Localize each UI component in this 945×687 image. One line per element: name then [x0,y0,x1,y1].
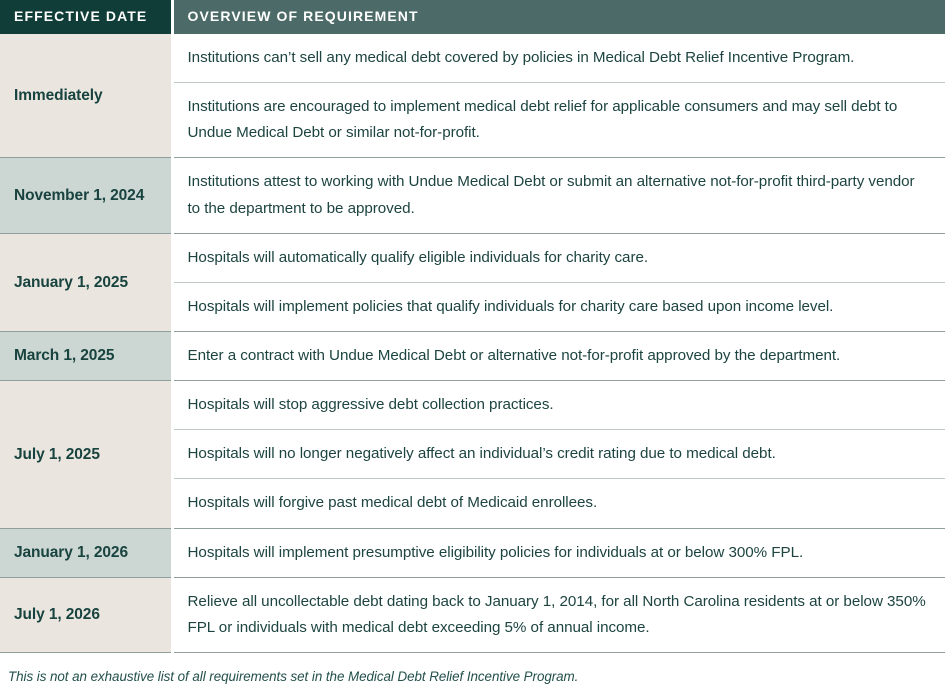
table-row [0,158,945,233]
requirement-cell [172,331,945,380]
table-row [0,381,945,528]
column-header-effective-date [0,0,172,34]
table-row [0,528,945,577]
table-row [0,34,945,158]
table-header [0,0,945,34]
effective-date-label: January 1, 2026 [14,544,128,561]
requirement-item: Relieve all uncollectable debt dating back to January 1, 2014, for all North Carolina residents at or below 350% FPL or individuals with medical debt exceeding 5% of annual income. [174,578,945,652]
requirement-item: Hospitals will automatically qualify eligible individuals for charity care. [174,234,945,283]
requirement-item: Institutions can’t sell any medical debt covered by policies in Medical Debt Relief Incentive Program. [174,34,945,83]
column-header-effective-date-label: EFFECTIVE DATE [14,8,147,24]
effective-date-cell [0,577,172,652]
effective-date-label: March 1, 2025 [14,347,114,364]
requirement-cell [172,381,945,528]
column-header-overview-of-requirement [172,0,945,34]
effective-date-label: January 1, 2025 [14,274,128,291]
effective-date-cell [0,381,172,528]
requirement-item: Institutions are encouraged to implement medical debt relief for applicable consumers and may sell debt to Undue Medical Debt or similar not-for-profit. [174,83,945,157]
requirement-item: Hospitals will forgive past medical debt of Medicaid enrollees. [174,479,945,527]
column-header-overview-of-requirement-label: OVERVIEW OF REQUIREMENT [188,8,419,24]
table-footnote: This is not an exhaustive list of all requirements set in the Medical Debt Relief Incentive Program. [0,653,945,687]
table-row [0,577,945,652]
requirement-item: Hospitals will implement policies that qualify individuals for charity care based upon income level. [174,283,945,331]
requirement-item: Hospitals will implement presumptive eligibility policies for individuals at or below 300% FPL. [174,529,945,577]
effective-date-cell [0,528,172,577]
effective-date-label: November 1, 2024 [14,187,144,204]
table-header-row [0,0,945,34]
requirement-cell [172,34,945,158]
requirement-cell [172,577,945,652]
effective-date-label: Immediately [14,87,103,104]
effective-date-cell [0,34,172,158]
effective-date-label: July 1, 2025 [14,446,100,463]
requirement-item: Hospitals will stop aggressive debt collection practices. [174,381,945,430]
table-body [0,34,945,652]
table-row [0,233,945,331]
requirement-item: Hospitals will no longer negatively affect an individual’s credit rating due to medical debt. [174,430,945,479]
effective-date-cell [0,233,172,331]
requirement-cell [172,158,945,233]
requirement-cell [172,528,945,577]
requirement-item: Enter a contract with Undue Medical Debt or alternative not-for-profit approved by the department. [174,332,945,380]
table-row [0,331,945,380]
effective-date-cell [0,331,172,380]
effective-date-label: July 1, 2026 [14,606,100,623]
requirement-cell [172,233,945,331]
requirement-item: Institutions attest to working with Undue Medical Debt or submit an alternative not-for-profit third-party vendor to the department to be approved. [174,158,945,232]
effective-date-cell [0,158,172,233]
